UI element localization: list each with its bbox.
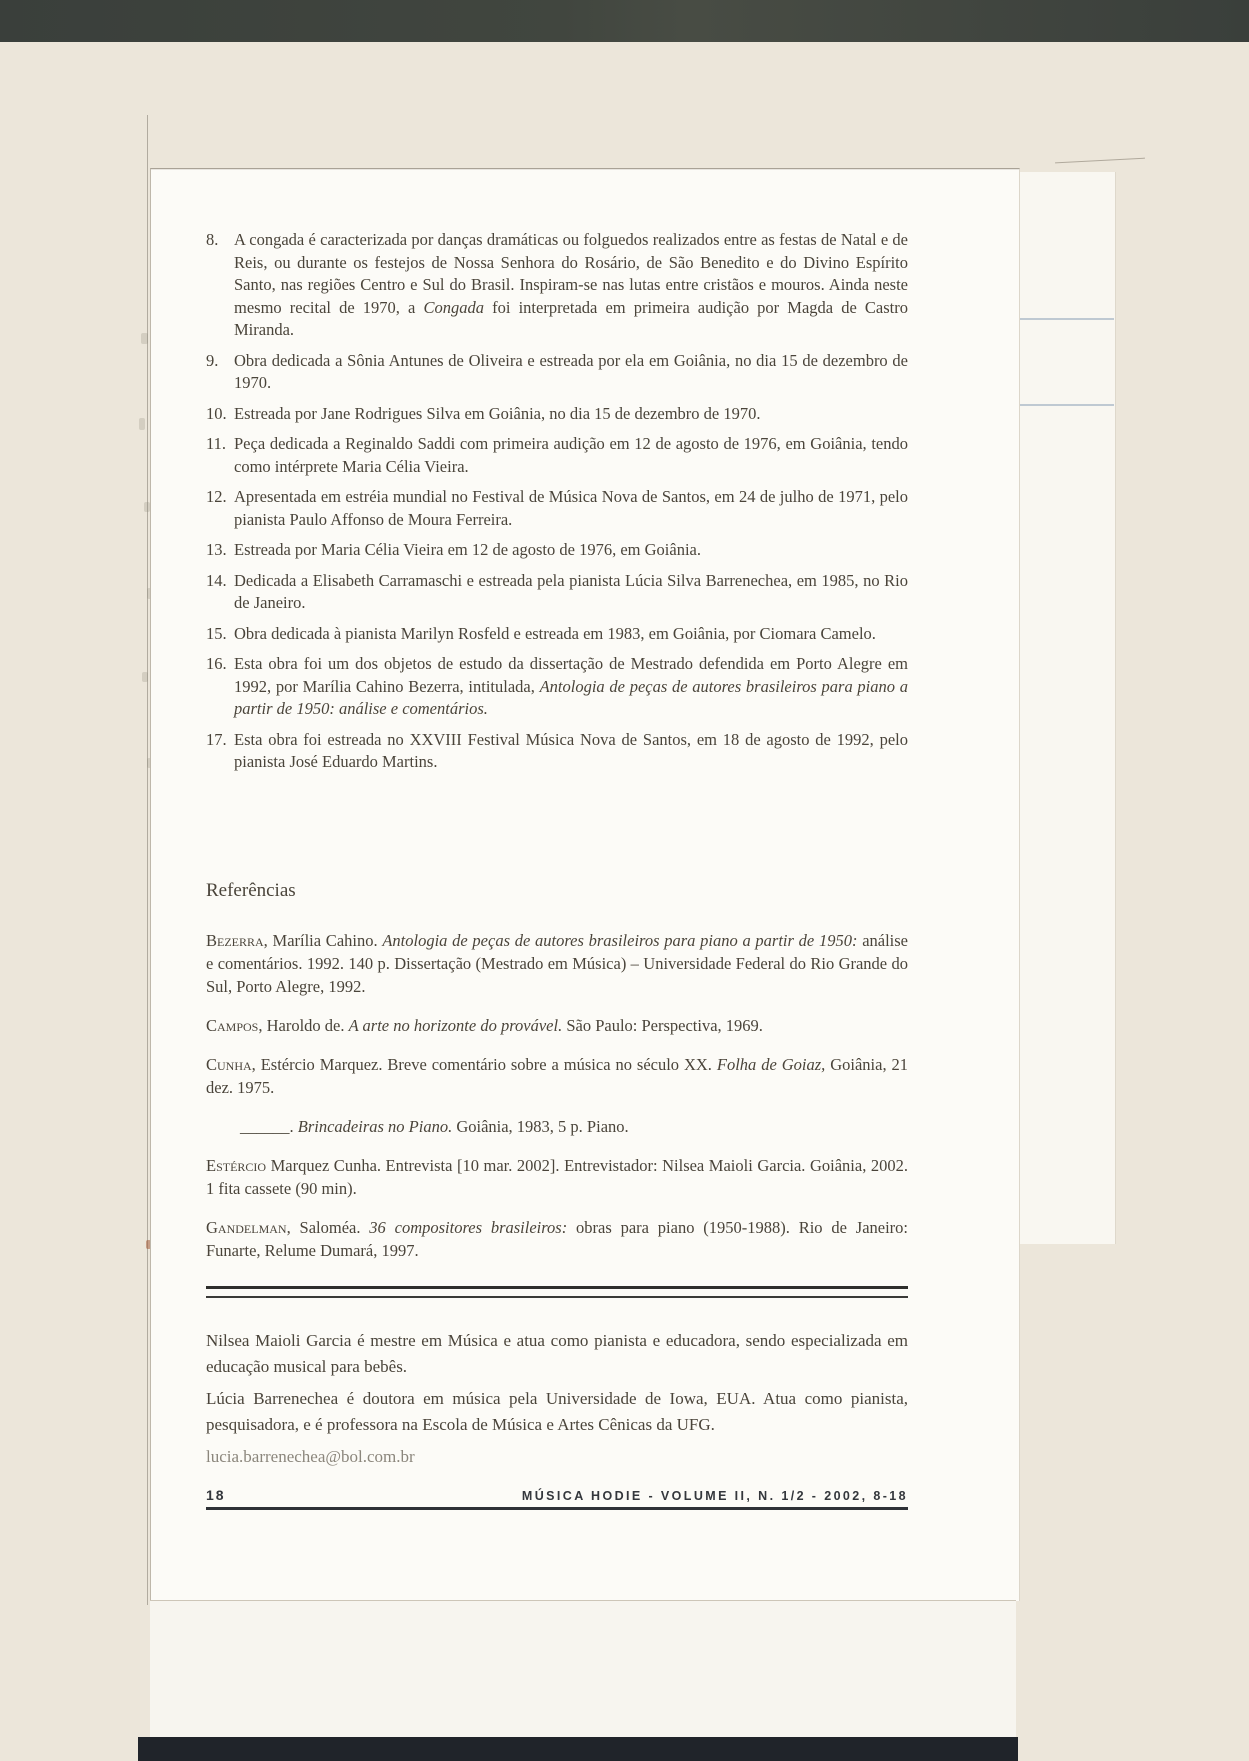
endnote-number: 17. — [206, 729, 227, 749]
reference-entry-gandelman: Gandelman, Saloméa. 36 compositores brasileiros: obras para piano (1950-1988). Rio de Janeiro: Funarte, Relume Dumará, 1997. — [206, 1217, 908, 1260]
reference-entry-estercio: Estércio Marquez Cunha. Entrevista [10 mar. 2002]. Entrevistador: Nilsea Maioli Garcia. Goiânia, 2002. 1 fita cassete (90 min). — [206, 1155, 908, 1198]
endnote-text: A congada é caracterizada por danças dramáticas ou folguedos realizados entre as festas de Natal e de Reis, ou durante os festejos de Nossa Senhora do Rosário, de São Benedito e do Divino Espírito Santo, nas regiões Centro e Sul do Brasil. Inspiram-se nas lutas entre cristãos e mouros. Ainda neste mesmo recital de 1970, a Congada foi interpretada em primeira audição por Magda de Castro Miranda. — [234, 230, 909, 339]
endnote-number: 14. — [206, 570, 227, 590]
endnote-text: Dedicada a Elisabeth Carramaschi e estreada pela pianista Lúcia Silva Barrenechea, em 1985, no Rio de Janeiro. — [234, 570, 908, 612]
scan-dark-top-band — [0, 0, 1249, 42]
sheet-edge-line — [1055, 158, 1145, 164]
endnote-number: 9. — [206, 350, 219, 370]
author-bio-nilsea: Nilsea Maioli Garcia é mestre em Música e atua como pianista e educadora, sendo especializada em educação musical para bebês. — [206, 1330, 908, 1376]
endnote-12 — [206, 486, 908, 531]
endnote-17 — [206, 729, 908, 774]
scan-dark-bottom-band — [138, 1737, 1018, 1761]
endnote-text: Peça dedicada a Reginaldo Saddi com primeira audição em 12 de agosto de 1976, em Goiânia, tendo como intérprete Maria Célia Vieira. — [234, 434, 908, 476]
endnote-number: 11. — [206, 434, 227, 453]
author-bio-lucia: Lúcia Barrenechea é doutora em música pela Universidade de Iowa, EUA. Atua como pianista, pesquisadora, e é professora na Escola de Música e Artes Cênicas da UFG. — [206, 1388, 908, 1434]
endnote-number: 16. — [206, 654, 227, 673]
journal-footer-line: MÚSICA HODIE - VOLUME II, N. 1/2 - 2002, 8-18 — [521, 1489, 908, 1503]
endnote-13 — [206, 539, 908, 562]
endnote-text: Obra dedicada à pianista Marilyn Rosfeld e estreada em 1983, em Goiânia, por Ciomara Camelo. — [234, 623, 876, 643]
endnote-15 — [206, 623, 908, 646]
endnote-number: 15. — [206, 623, 227, 643]
endnote-16 — [206, 653, 908, 721]
endnote-number: 10. — [206, 403, 227, 423]
endnote-text: Esta obra foi estreada no XXVIII Festival Música Nova de Santos, em 18 de agosto de 1992, pelo pianista José Eduardo Martins. — [234, 729, 908, 771]
endnote-text: Apresentada em estréia mundial no Festival de Música Nova de Santos, em 24 de julho de 1971, pelo pianista Paulo Affonso de Moura Ferreira. — [234, 487, 908, 529]
page-content — [206, 229, 908, 1470]
endnote-number: 13. — [206, 540, 227, 559]
reference-entry-brincadeiras: ______. Brincadeiras no Piano. Goiânia, 1983, 5 p. Piano. — [240, 1116, 629, 1136]
endnote-text: Obra dedicada a Sônia Antunes de Oliveira e estreada por ela em Goiânia, no dia 15 de dezembro de 1970. — [234, 350, 908, 392]
separator-double-rule — [206, 1286, 908, 1298]
endnote-number: 8. — [206, 230, 219, 249]
margin-mark — [142, 672, 148, 682]
endnote-text: Estreada por Jane Rodrigues Silva em Goiânia, no dia 15 de dezembro de 1970. — [234, 403, 761, 423]
endnote-number: 12. — [206, 487, 227, 506]
margin-mark — [139, 418, 145, 430]
endnote-11 — [206, 433, 908, 478]
underlying-sheet — [1018, 172, 1116, 1244]
ruled-line — [1018, 404, 1114, 406]
endnote-8 — [206, 229, 908, 342]
lower-sheet-edge — [150, 1600, 1016, 1738]
endnote-9 — [206, 350, 908, 395]
endnote-text: Esta obra foi um dos objetos de estudo da dissertação de Mestrado defendida em Porto Alegre em 1992, por Marília Cahino Bezerra, intitulada, Antologia de peças de autores brasileiros para piano a partir de 1950: análise e comentários. — [234, 654, 908, 718]
email-text: lucia.barrenechea@bol.com.br — [206, 1446, 415, 1466]
references-heading: Referências — [206, 879, 296, 901]
page-number: 18 — [206, 1487, 226, 1503]
endnote-text: Estreada por Maria Célia Vieira em 12 de agosto de 1976, em Goiânia. — [234, 540, 701, 559]
endnote-14 — [206, 570, 908, 615]
reference-entry-cunha: Cunha, Estércio Marquez. Breve comentário sobre a música no século XX. Folha de Goiaz, Goiânia, 21 dez. 1975. — [206, 1054, 908, 1097]
endnote-10 — [206, 403, 908, 426]
reference-entry-bezerra: Bezerra, Marília Cahino. Antologia de peças de autores brasileiros para piano a partir de 1950: análise e comentários. 1992. 140 p. Dissertação (Mestrado em Música) – Universidade Federal do Rio Grande do Sul, Porto Alegre, 1992. — [206, 930, 909, 996]
document-page — [150, 168, 1020, 1601]
page-footer — [206, 1487, 908, 1510]
margin-mark — [141, 333, 148, 344]
reference-entry-campos: Campos, Haroldo de. A arte no horizonte do provável. São Paulo: Perspectiva, 1969. — [206, 1015, 763, 1035]
ruled-line — [1018, 318, 1114, 320]
